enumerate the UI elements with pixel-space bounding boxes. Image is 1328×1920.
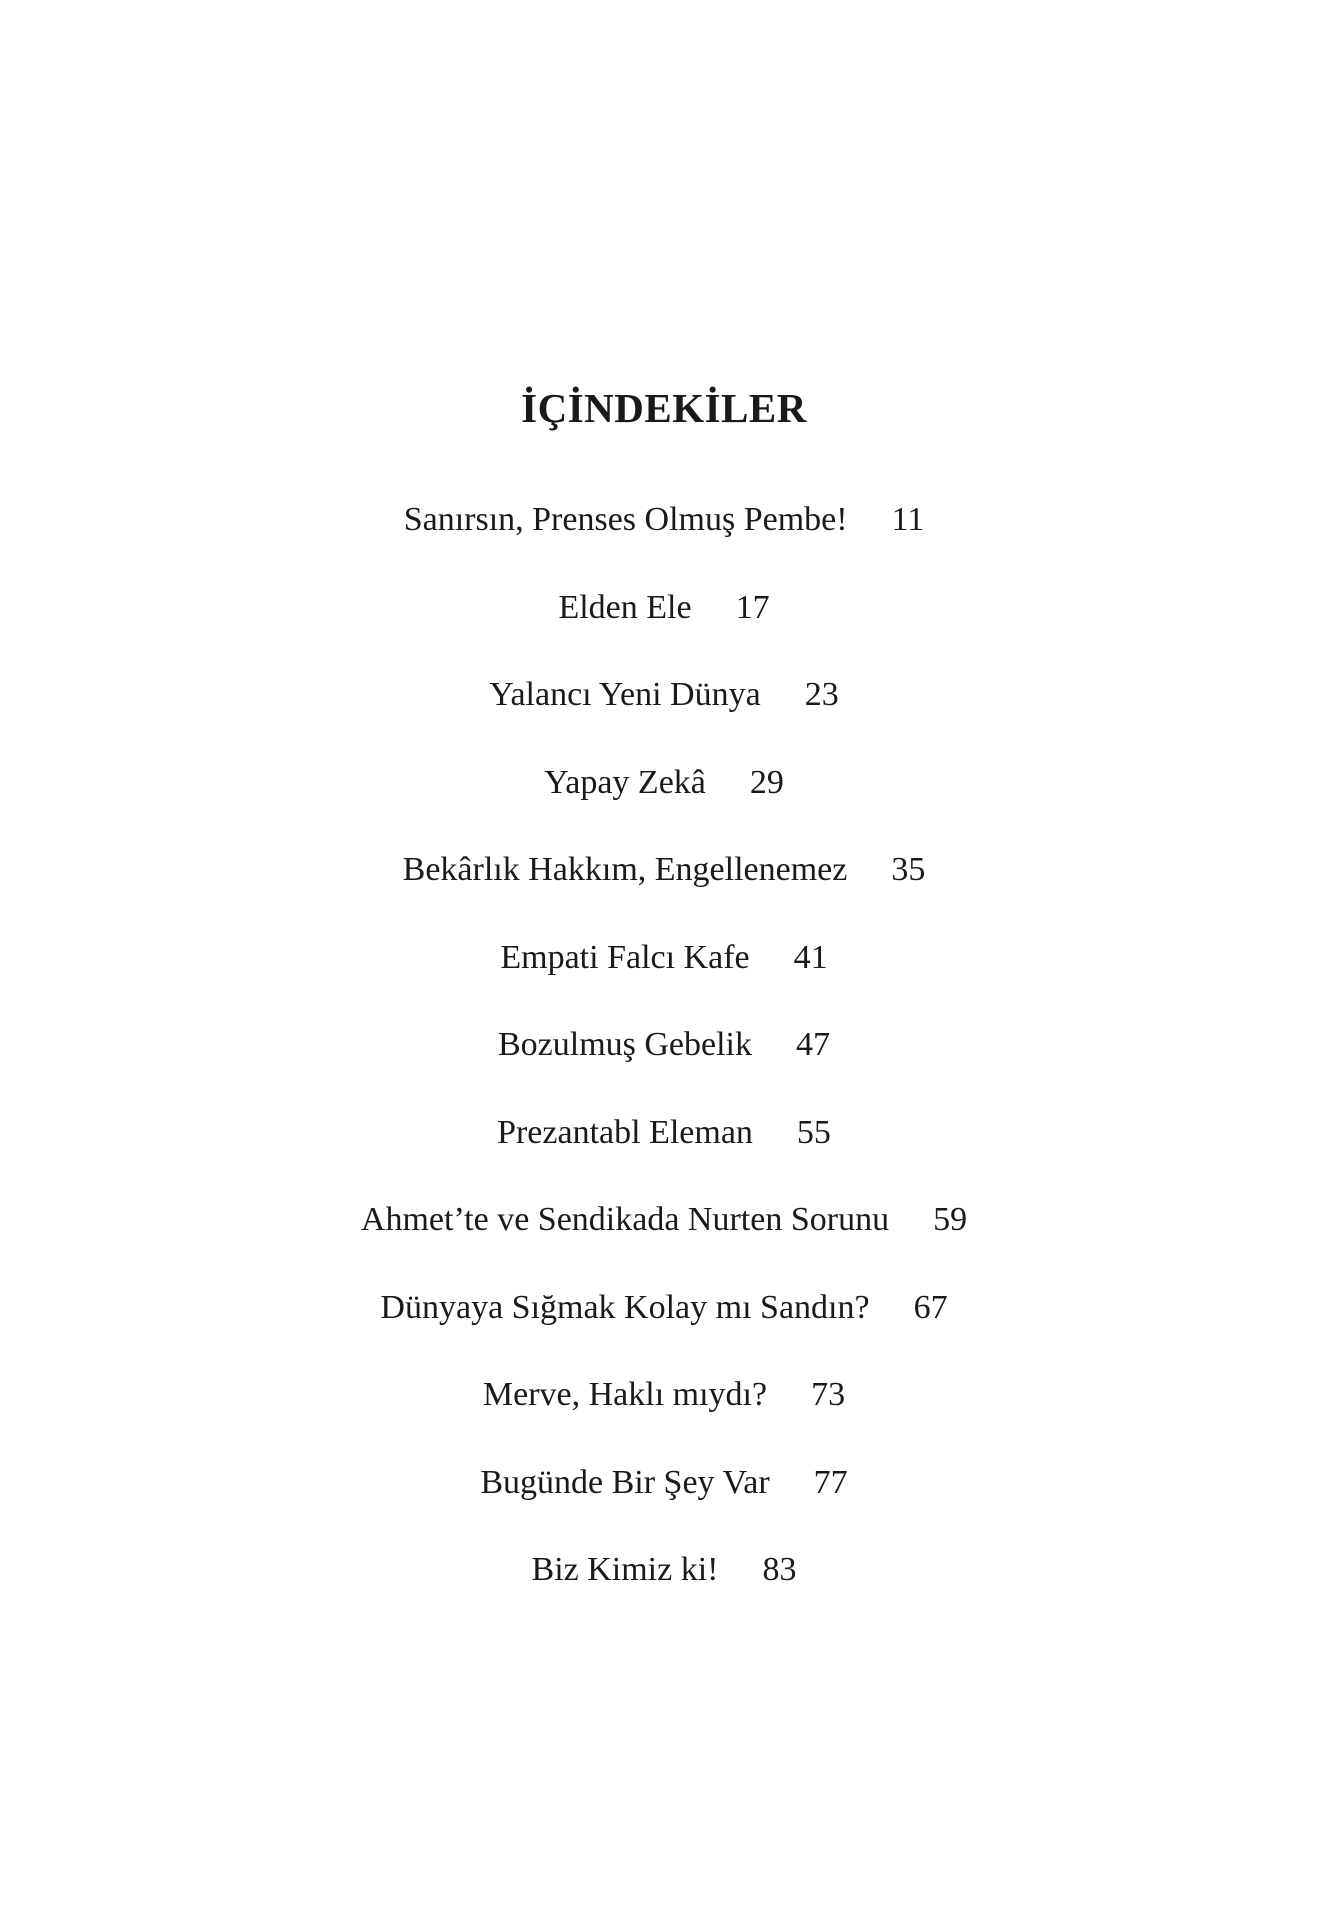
- toc-entry-title: Empati Falcı Kafe: [500, 938, 750, 976]
- toc-entry-page: 83: [762, 1551, 797, 1588]
- toc-list: [0, 490, 1328, 1628]
- toc-entry-page: 55: [796, 1113, 831, 1151]
- toc-entry-title: Yalancı Yeni Dünya: [489, 676, 761, 713]
- toc-entry-title: Merve, Haklı mıydı?: [482, 1376, 768, 1413]
- toc-entry-title: Ahmet’te ve Sendikada Nurten Sorunu: [360, 1201, 890, 1238]
- toc-entry-page: 29: [749, 763, 784, 801]
- toc-entry-page: 23: [804, 676, 839, 713]
- toc-entry-page: 11: [891, 501, 925, 538]
- toc-entry-page: 35: [891, 851, 926, 888]
- toc-entry: [0, 1540, 1328, 1628]
- toc-entry-page: 17: [735, 588, 770, 626]
- toc-entry-title: Yapay Zekâ: [544, 763, 706, 801]
- toc-entry: [0, 490, 1328, 578]
- toc-entry-title: Bugünde Bir Şey Var: [480, 1463, 770, 1501]
- toc-entry: [0, 753, 1328, 841]
- toc-entry-title: Bozulmuş Gebelik: [497, 1026, 753, 1063]
- toc-entry: [0, 578, 1328, 666]
- toc-entry: [0, 1190, 1328, 1278]
- toc-entry-title: Sanırsın, Prenses Olmuş Pembe!: [403, 501, 848, 538]
- toc-entry: [0, 1365, 1328, 1453]
- toc-entry-page: 73: [811, 1376, 846, 1413]
- toc-entry: [0, 840, 1328, 928]
- toc-entry-page: 47: [796, 1026, 831, 1063]
- toc-entry-page: 67: [913, 1288, 948, 1326]
- toc-entry-title: Prezantabl Eleman: [497, 1113, 753, 1151]
- toc-entry: [0, 1103, 1328, 1191]
- toc-entry: [0, 1278, 1328, 1366]
- toc-entry-page: 41: [793, 938, 828, 976]
- toc-entry: [0, 665, 1328, 753]
- toc-entry-title: Dünyaya Sığmak Kolay mı Sandın?: [380, 1288, 870, 1326]
- toc-entry: [0, 1453, 1328, 1541]
- toc-entry: [0, 1015, 1328, 1103]
- toc-entry: [0, 928, 1328, 1016]
- toc-entry-title: Bekârlık Hakkım, Engellenemez: [402, 851, 848, 888]
- toc-entry-page: 59: [933, 1201, 968, 1238]
- toc-entry-page: 77: [813, 1463, 848, 1501]
- toc-entry-title: Biz Kimiz ki!: [531, 1551, 719, 1588]
- toc-entry-title: Elden Ele: [558, 588, 692, 626]
- toc-title: İÇİNDEKİLER: [521, 385, 807, 431]
